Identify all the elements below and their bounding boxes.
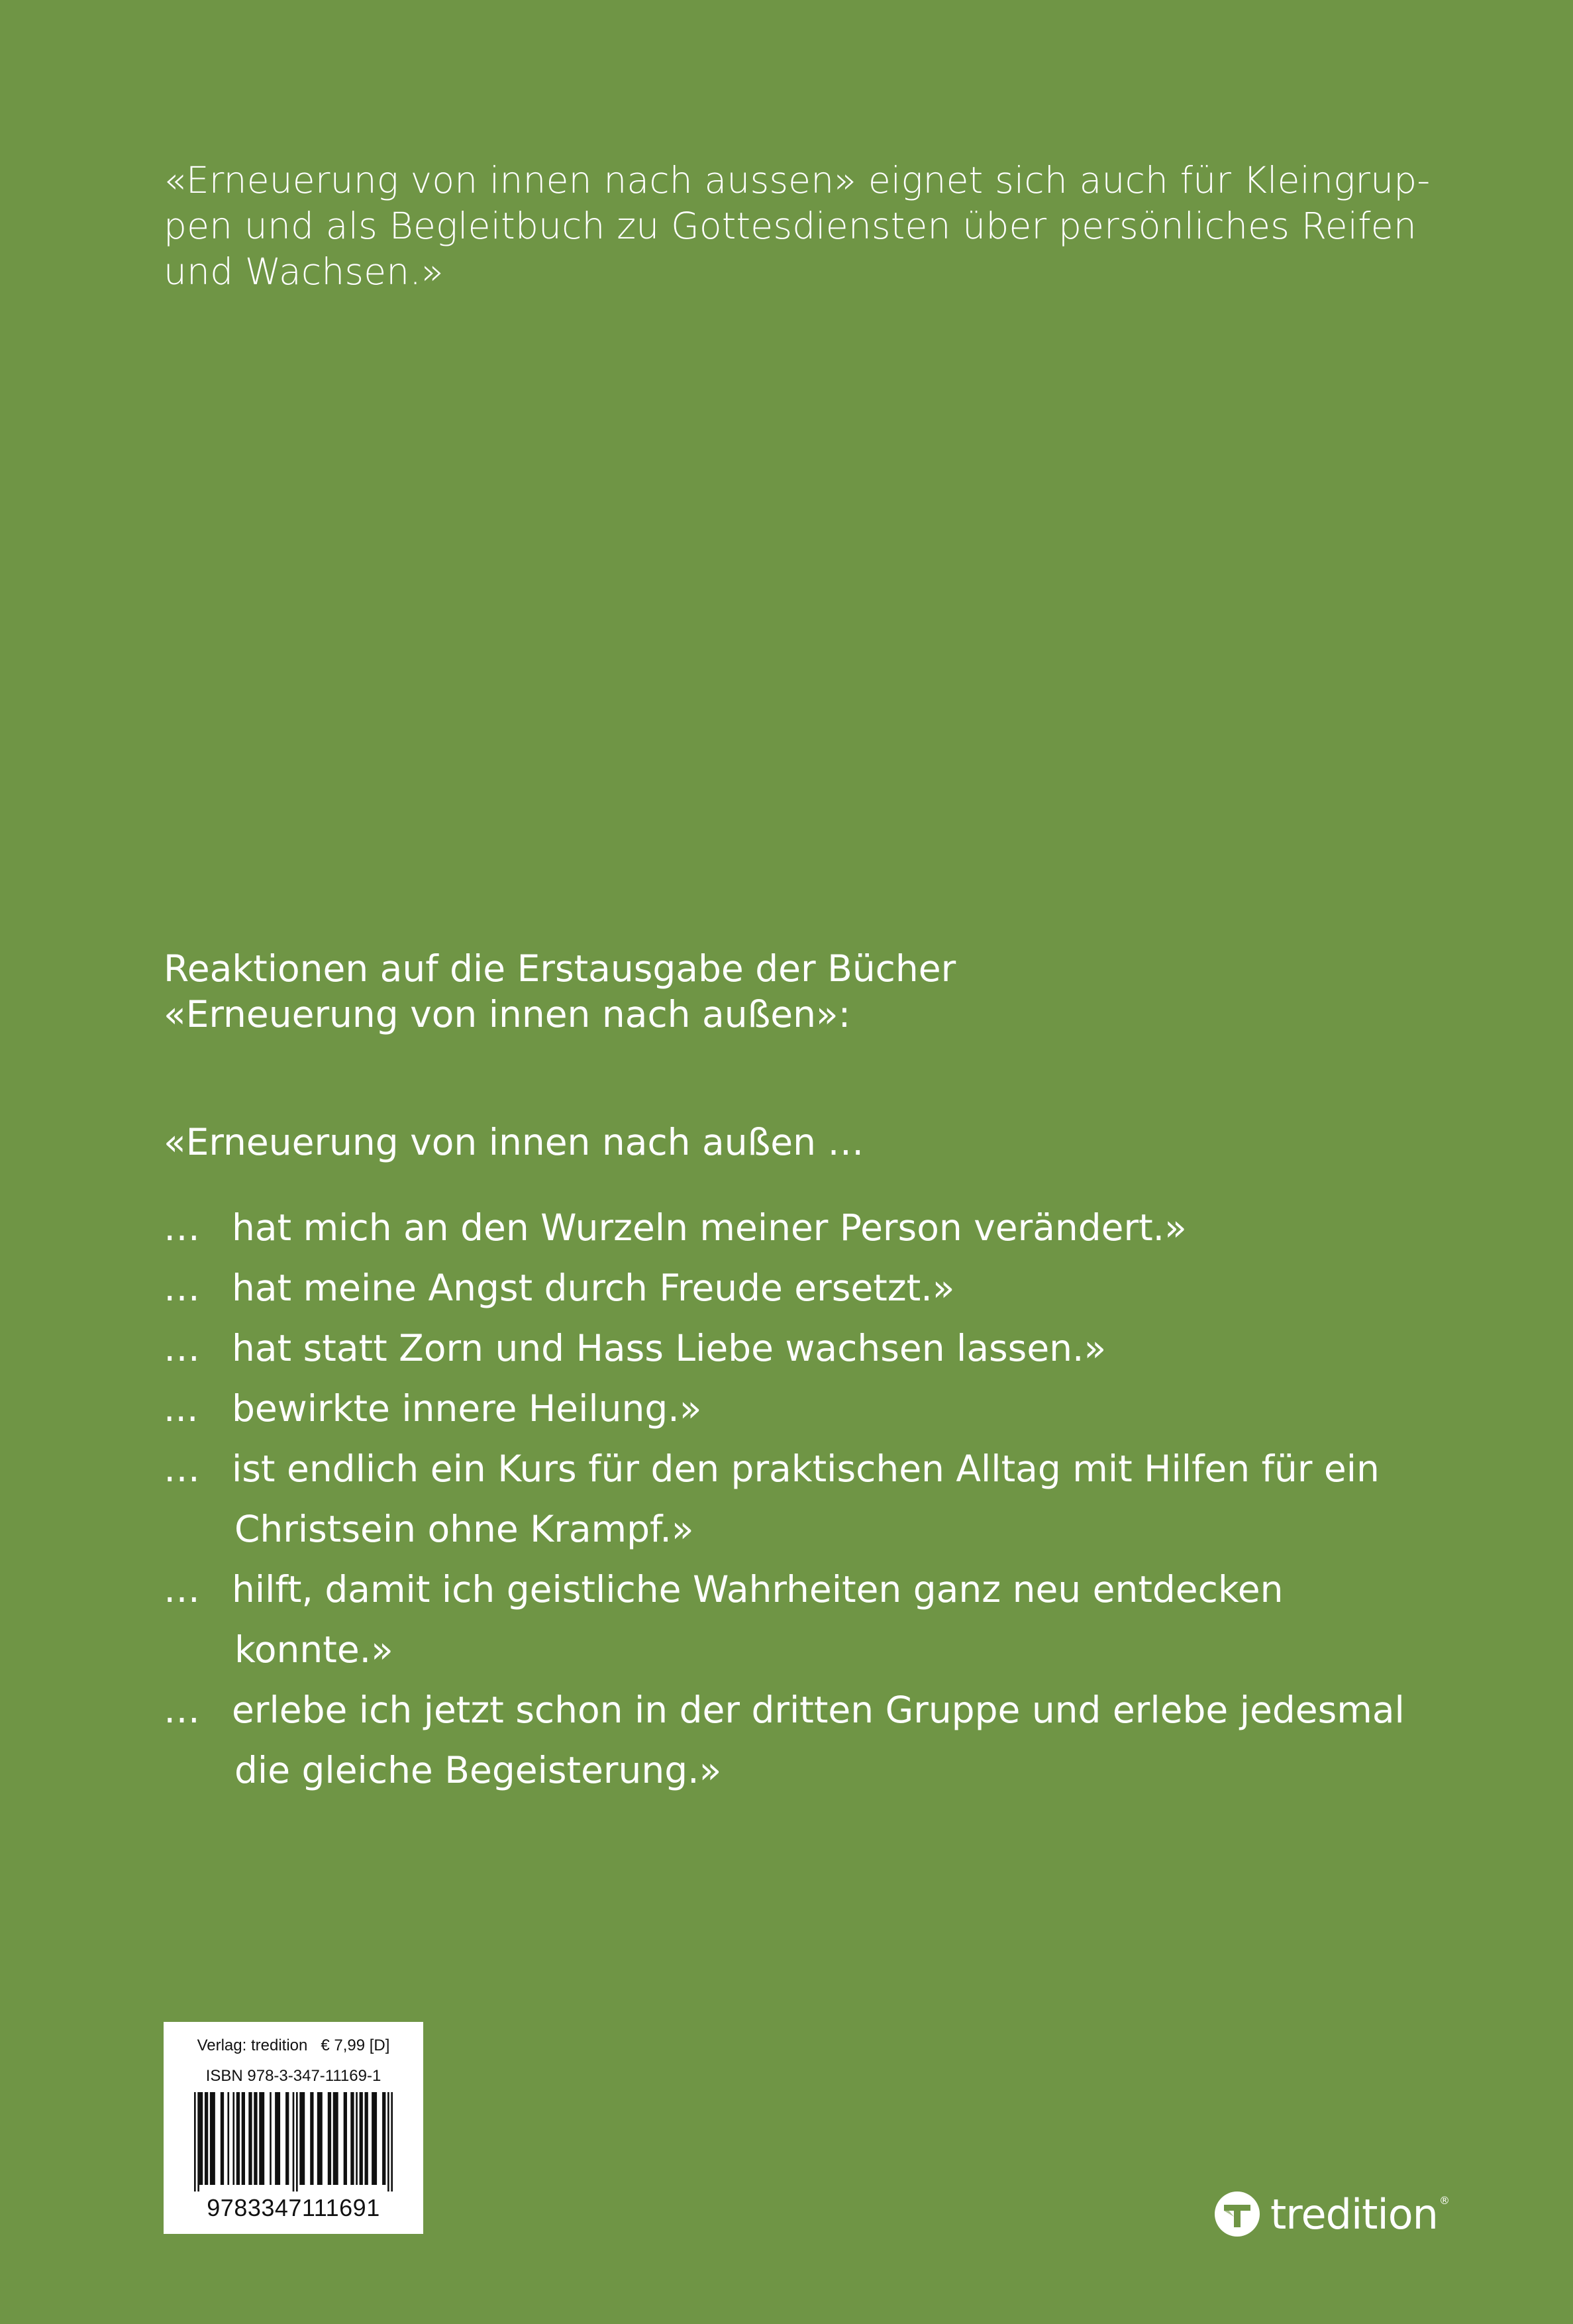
intro-paragraph [164, 158, 1462, 295]
publisher-price: Verlag: tredition € 7,99 [D] [197, 2036, 390, 2054]
ellipsis-marker: … [164, 1448, 200, 1490]
reactions-heading-line: Reaktionen auf die Erstausgabe der Bücher [164, 947, 956, 990]
ellipsis-marker: … [164, 1327, 200, 1369]
ellipsis-marker: … [164, 1568, 200, 1611]
barcode-bar [365, 2092, 368, 2185]
barcode-bar [356, 2092, 358, 2185]
barcode-bar [328, 2092, 331, 2185]
publisher-logo [1213, 2188, 1449, 2241]
quote-item [164, 1559, 1462, 1680]
isbn-label: ISBN 978-3-347-11169-1 [205, 2067, 381, 2085]
barcode-bar [199, 2092, 203, 2185]
registered-mark: ® [1439, 2193, 1449, 2207]
logo-wordmark [1270, 2190, 1449, 2239]
barcode-box [164, 2022, 423, 2234]
barcode-bar [310, 2092, 313, 2185]
quote-text-continued: die gleiche Begeisterung.» [234, 1749, 722, 1791]
quote-text: hat statt Zorn und Hass Liebe wachsen lassen.» [232, 1327, 1107, 1369]
logo-text: tredition [1270, 2190, 1438, 2239]
quote-text-continued: Christsein ohne Krampf.» [234, 1508, 694, 1550]
ellipsis-marker: … [164, 1267, 200, 1309]
intro-line: pen und als Begleitbuch zu Gottesdiensten über persönliches Reifen [164, 205, 1417, 247]
barcode-bar [317, 2092, 323, 2185]
barcode-bar [221, 2092, 224, 2185]
barcode-bar [296, 2092, 298, 2192]
ellipsis-marker: ... [164, 1387, 199, 1430]
barcode-bar [236, 2092, 240, 2185]
barcode-bar [205, 2092, 208, 2185]
barcode-bar [333, 2092, 338, 2185]
quote-item [164, 1680, 1462, 1801]
barcode-bar [248, 2092, 252, 2185]
barcode-bar [293, 2092, 295, 2192]
barcode-bar [259, 2092, 264, 2185]
barcode-bar [275, 2092, 280, 2185]
reactions-heading [164, 946, 1462, 1037]
quote-text: ist endlich ein Kurs für den praktischen Alltag mit Hilfen für ein [232, 1448, 1380, 1490]
quote-intro: «Erneuerung von innen nach außen … [164, 1121, 864, 1163]
barcode-bar [194, 2092, 196, 2192]
barcode-bar [254, 2092, 257, 2185]
quote-text: erlebe ich jetzt schon in der dritten Gruppe und erlebe jedesmal [232, 1689, 1405, 1731]
quote-item [164, 1258, 1462, 1318]
intro-line: und Wachsen.» [164, 250, 444, 293]
barcode-bar [227, 2092, 229, 2185]
ellipsis-marker: … [164, 1206, 200, 1249]
barcode-bar [360, 2092, 363, 2185]
barcode-bar [350, 2092, 354, 2185]
quote-item [164, 1439, 1462, 1559]
quote-text: hat meine Angst durch Freude ersetzt.» [232, 1267, 955, 1309]
barcode-bar [391, 2092, 393, 2192]
barcode-bar [232, 2092, 234, 2185]
tredition-logo-icon [1213, 2190, 1261, 2238]
barcode-bar [387, 2092, 389, 2192]
quote-item [164, 1318, 1462, 1379]
quote-item [164, 1198, 1462, 1258]
barcode-bar [197, 2092, 199, 2192]
barcode-bar [344, 2092, 347, 2185]
quote-text-continued: konnte.» [234, 1628, 393, 1671]
quote-text: hilft, damit ich geistliche Wahrheiten ganz neu entdecken [232, 1568, 1284, 1611]
barcode-bar [270, 2092, 272, 2185]
barcode-bar [299, 2092, 305, 2185]
barcode-bar [210, 2092, 215, 2185]
quote-item [164, 1379, 1462, 1439]
barcode-icon [194, 2092, 393, 2192]
reactions-heading-line: «Erneuerung von innen nach außen»: [164, 993, 851, 1035]
intro-line: «Erneuerung von innen nach aussen» eignet sich auch für Kleingrup- [164, 159, 1431, 201]
quote-text: bewirkte innere Heilung.» [232, 1387, 702, 1430]
barcode-bar [285, 2092, 289, 2185]
quote-text: hat mich an den Wurzeln meiner Person verändert.» [232, 1206, 1187, 1249]
barcode-bar [382, 2092, 385, 2185]
barcode-number: 9783347111691 [207, 2194, 380, 2221]
quote-list [164, 1198, 1462, 1801]
ellipsis-marker: … [164, 1689, 200, 1731]
barcode-bar [242, 2092, 245, 2185]
barcode-bar [372, 2092, 377, 2185]
